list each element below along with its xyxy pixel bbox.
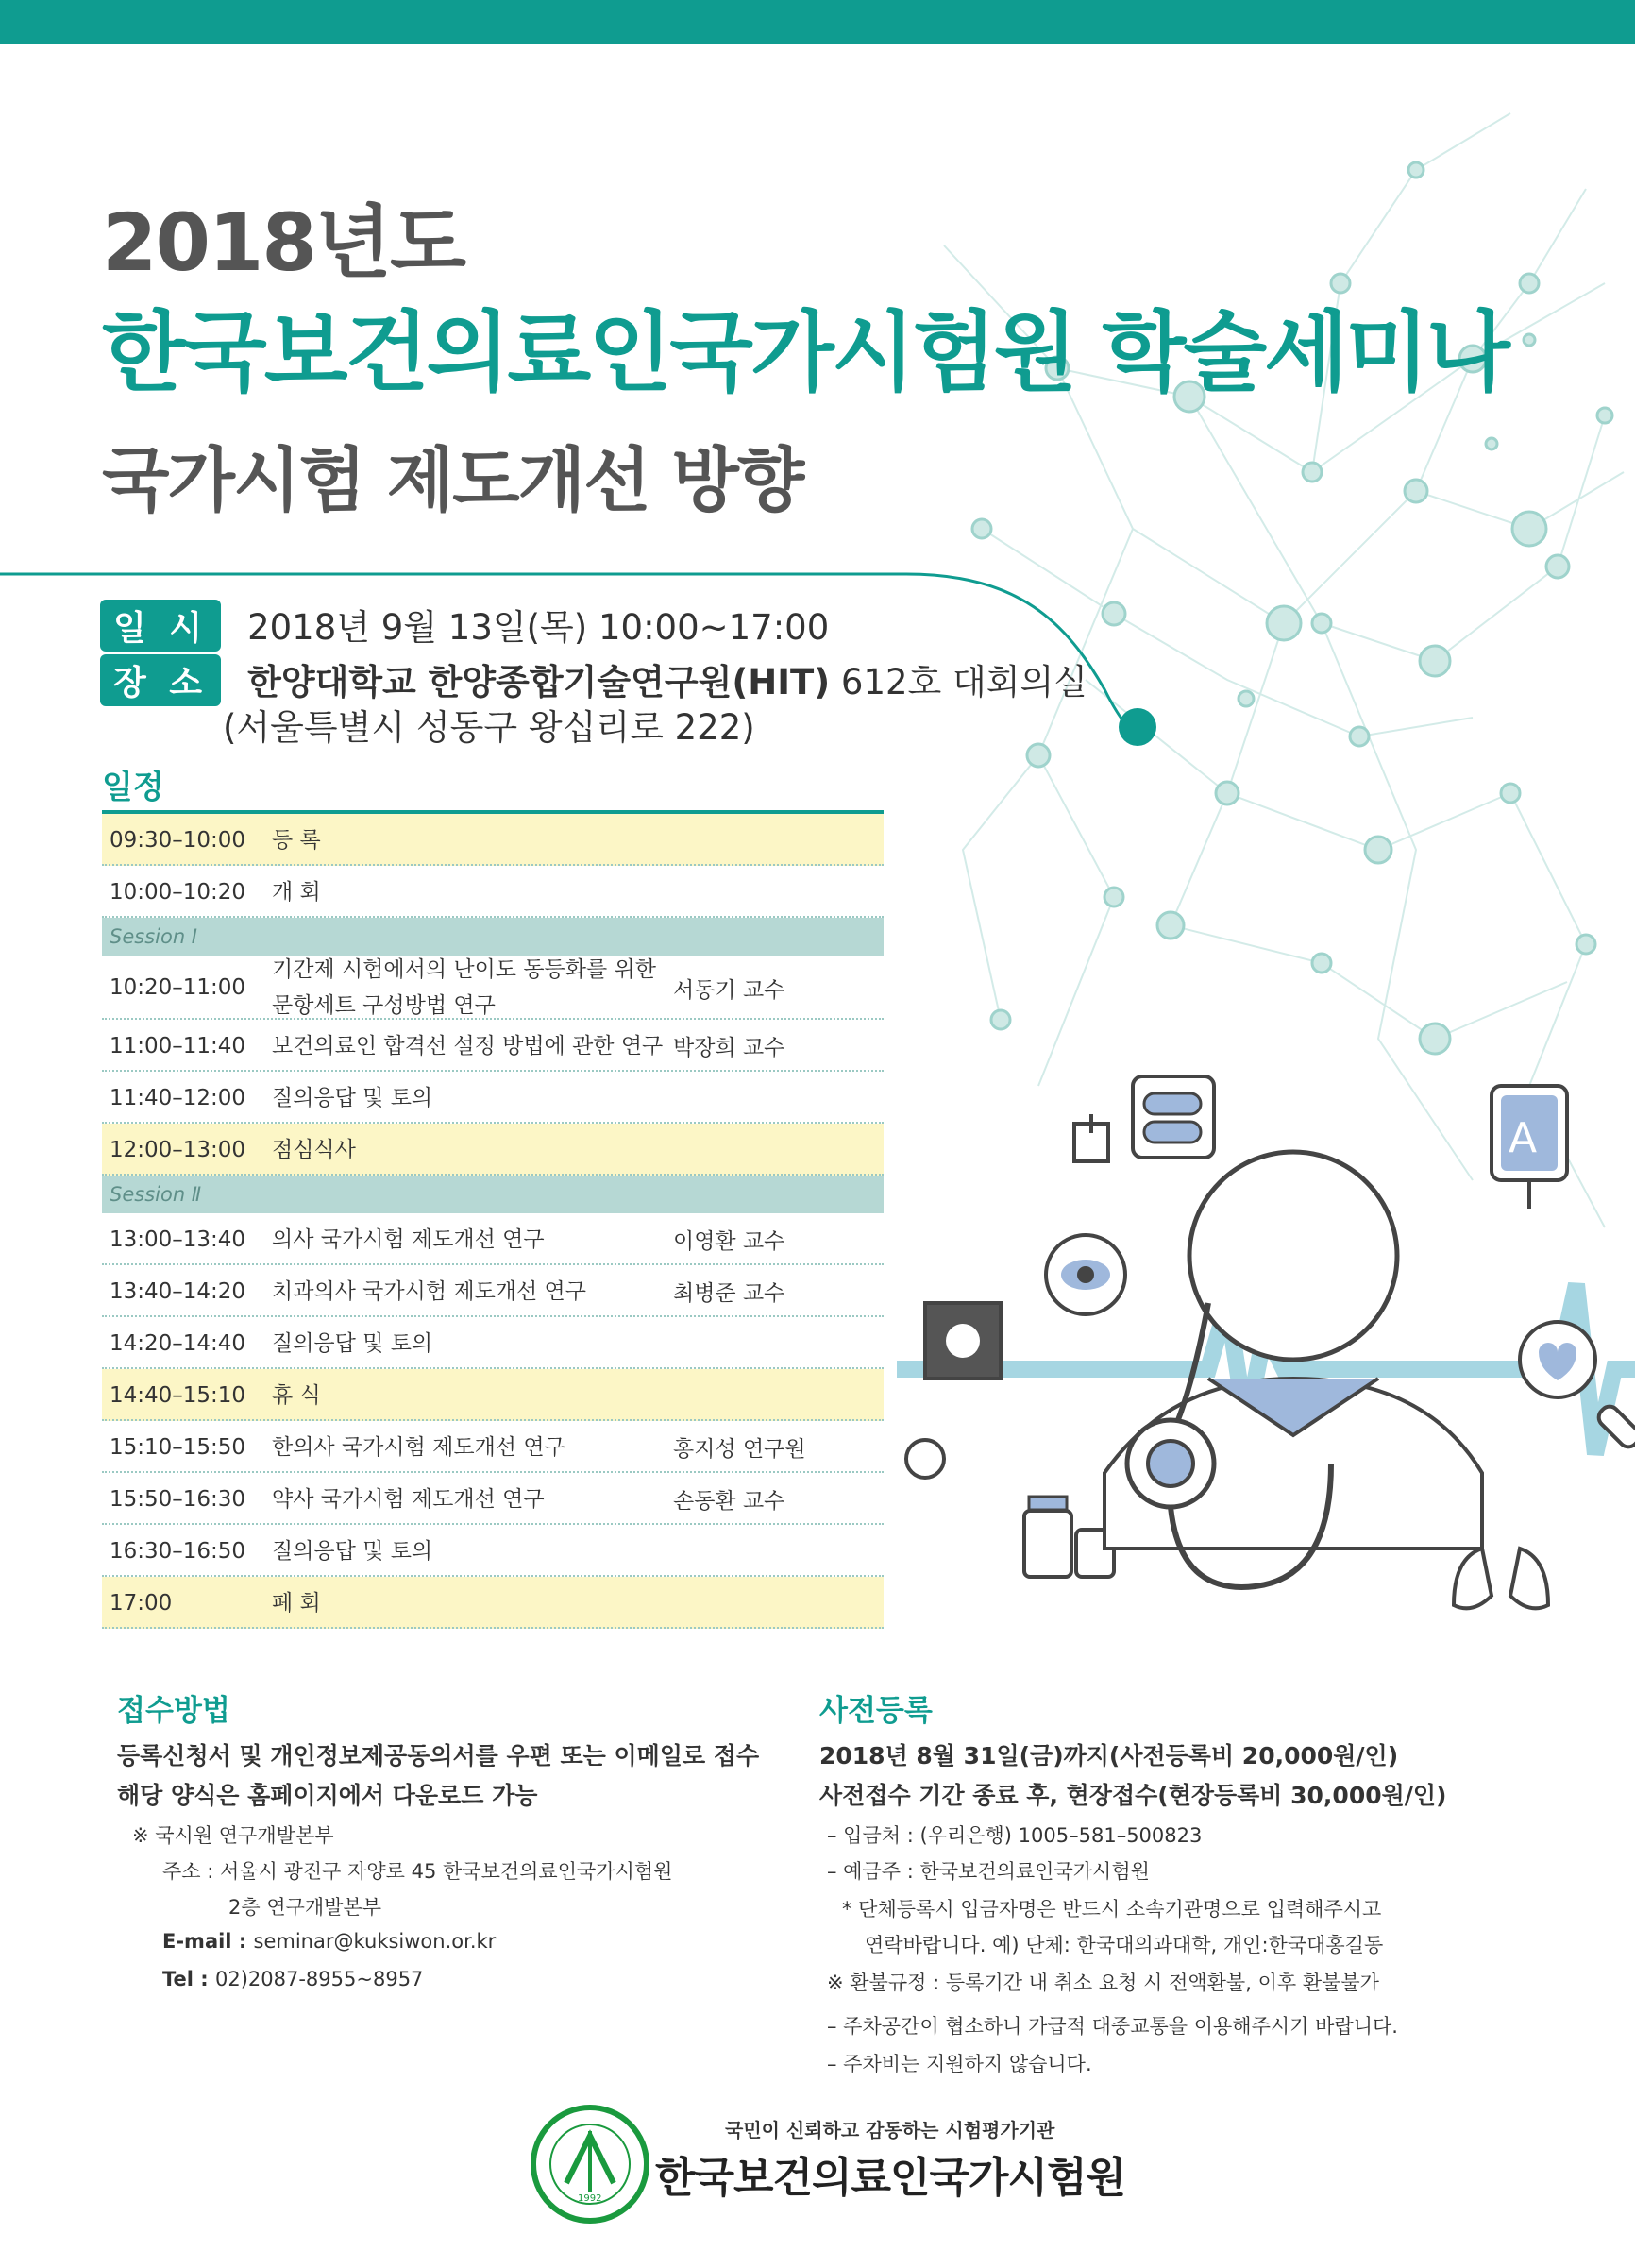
registration-note: ※ 국시원 연구개발본부 — [132, 1824, 334, 1847]
registration-heading: 접수방법 — [117, 1694, 230, 1728]
date-value: 2018년 9월 13일(목) 10:00~17:00 — [247, 607, 830, 648]
schedule-heading: 일정 — [102, 769, 164, 806]
schedule-speaker: 최병준 교수 — [673, 1281, 785, 1306]
registration-email — [162, 1930, 496, 1953]
schedule-time: 13:40–14:20 — [110, 1278, 246, 1304]
schedule-time: 14:40–15:10 — [110, 1382, 246, 1408]
footer-org-name: 한국보건의료인국가시험원 — [655, 2154, 1126, 2202]
schedule-title: 약사 국가시험 제도개선 연구 — [272, 1486, 545, 1512]
schedule-row — [102, 1072, 884, 1124]
schedule-title: 점심식사 — [272, 1137, 356, 1162]
date-badge: 일 시 — [100, 600, 221, 652]
prereg-group-note2: 연락바랍니다. 예) 단체: 한국대의과대학, 개인:한국대홍길동 — [865, 1934, 1384, 1956]
doctor-illustration — [897, 1020, 1635, 1643]
brain-icon — [906, 1440, 944, 1478]
date-line — [100, 599, 829, 652]
xray-icon — [925, 1303, 1001, 1379]
schedule-speaker: 이영환 교수 — [673, 1229, 785, 1254]
schedule-row — [102, 1317, 884, 1369]
schedule-time: 13:00–13:40 — [110, 1227, 246, 1252]
schedule-row — [102, 866, 884, 918]
email-label: E-mail : — [162, 1930, 254, 1953]
registration-line1: 등록신청서 및 개인정보제공동의서를 우편 또는 이메일로 접수 — [117, 1742, 760, 1769]
schedule-row — [102, 956, 884, 1020]
schedule-row — [102, 1421, 884, 1473]
schedule-time: 17:00 — [110, 1590, 173, 1616]
schedule-row — [102, 1577, 884, 1629]
schedule-row — [102, 1124, 884, 1176]
prereg-group-note1: * 단체등록시 입금자명은 반드시 소속기관명으로 입력해주시고 — [842, 1898, 1382, 1921]
schedule-title: 기간제 시험에서의 난이도 동등화를 위한 문항세트 구성방법 연구 — [272, 957, 656, 1018]
schedule-speaker: 홍지성 연구원 — [673, 1437, 806, 1462]
schedule-row — [102, 1265, 884, 1317]
logo-year: 1992 — [578, 2193, 602, 2204]
heart-icon — [1520, 1322, 1595, 1397]
schedule-time: 12:00–13:00 — [110, 1137, 246, 1162]
schedule-time: 09:30–10:00 — [110, 827, 246, 853]
page-subtitle: 국가시험 제도개선 방향 — [102, 440, 803, 521]
prereg-parking1: – 주차공간이 협소하니 가급적 대중교통을 이용해주시기 바랍니다. — [827, 2015, 1398, 2038]
svg-text:A: A — [1509, 1114, 1538, 1162]
schedule-title: 휴 식 — [272, 1382, 321, 1408]
registration-line2: 해당 양식은 홈페이지에서 다운로드 가능 — [117, 1782, 538, 1809]
schedule-speaker: 서동기 교수 — [673, 977, 785, 1003]
page-title: 한국보건의료인국가시험원 학술세미나 — [102, 302, 1508, 403]
pill-icon — [1133, 1076, 1214, 1158]
lungs-icon — [1454, 1549, 1548, 1608]
tel-value: 02)2087-8955~8957 — [215, 1968, 424, 1990]
schedule-time: 10:00–10:20 — [110, 879, 246, 905]
session-row: Session Ⅱ — [102, 1176, 884, 1213]
schedule-title: 치과의사 국가시험 제도개선 연구 — [272, 1278, 586, 1304]
registration-address1: 주소 : 서울시 광진구 자양로 45 한국보건의료인국가시험원 — [162, 1860, 673, 1883]
email-value: seminar@kuksiwon.or.kr — [253, 1930, 497, 1953]
place-badge: 장 소 — [100, 654, 221, 706]
schedule-time: 10:20–11:00 — [110, 975, 246, 1000]
schedule-time: 11:00–11:40 — [110, 1033, 246, 1058]
schedule-time: 15:10–15:50 — [110, 1434, 246, 1460]
place-name: 한양대학교 한양종합기술연구원(HIT) — [247, 662, 831, 702]
schedule-time: 11:40–12:00 — [110, 1085, 246, 1110]
schedule-table — [102, 810, 884, 1629]
schedule-title: 폐 회 — [272, 1590, 321, 1616]
registration-address2: 2층 연구개발본부 — [228, 1896, 382, 1919]
schedule-title: 질의응답 및 토의 — [272, 1538, 433, 1564]
schedule-title: 질의응답 및 토의 — [272, 1085, 433, 1110]
schedule-row — [102, 1020, 884, 1072]
schedule-title: 의사 국가시험 제도개선 연구 — [272, 1227, 545, 1252]
schedule-title: 등 록 — [272, 827, 321, 853]
schedule-row — [102, 814, 884, 866]
schedule-row — [102, 1369, 884, 1421]
schedule-row — [102, 1473, 884, 1525]
prereg-line1: 2018년 8월 31일(금)까지(사전등록비 20,000원/인) — [819, 1742, 1399, 1769]
preregistration-heading: 사전등록 — [819, 1694, 933, 1728]
schedule-speaker: 손동환 교수 — [673, 1489, 785, 1514]
prereg-holder: – 예금주 : 한국보건의료인국가시험원 — [827, 1860, 1150, 1883]
schedule-time: 15:50–16:30 — [110, 1486, 246, 1512]
schedule-time: 16:30–16:50 — [110, 1538, 246, 1564]
event-year: 2018년도 — [102, 196, 465, 289]
prereg-refund: ※ 환불규정 : 등록기간 내 취소 요청 시 전액환불, 이후 환불불가 — [827, 1972, 1379, 1994]
session-row: Session Ⅰ — [102, 918, 884, 956]
schedule-row — [102, 1525, 884, 1577]
medicine-bottle-icon — [1024, 1497, 1114, 1577]
iv-bag-icon — [1492, 1086, 1567, 1209]
schedule-speaker: 박장희 교수 — [673, 1036, 785, 1060]
schedule-row — [102, 1213, 884, 1265]
kuksiwon-logo — [529, 2103, 651, 2226]
prereg-line2: 사전접수 기간 종료 후, 현장접수(현장등록비 30,000원/인) — [819, 1782, 1447, 1809]
eye-icon — [1046, 1235, 1125, 1314]
place-room: 612호 대회의실 — [830, 662, 1088, 702]
tel-label: Tel : — [162, 1968, 215, 1990]
footer-slogan: 국민이 신뢰하고 감동하는 시험평가기관 — [725, 2119, 1055, 2141]
prereg-bank: – 입금처 : (우리은행) 1005–581–500823 — [827, 1824, 1203, 1847]
schedule-title: 질의응답 및 토의 — [272, 1330, 433, 1356]
prereg-parking2: – 주차비는 지원하지 않습니다. — [827, 2053, 1092, 2075]
schedule-time: 14:20–14:40 — [110, 1330, 246, 1356]
schedule-title: 한의사 국가시험 제도개선 연구 — [272, 1434, 565, 1460]
schedule-title: 보건의료인 합격선 설정 방법에 관한 연구 — [272, 1033, 664, 1058]
hospital-icon — [1074, 1114, 1108, 1161]
registration-tel — [162, 1968, 423, 1990]
place-address: (서울특별시 성동구 왕십리로 222) — [223, 707, 755, 748]
schedule-title: 개 회 — [272, 879, 321, 905]
